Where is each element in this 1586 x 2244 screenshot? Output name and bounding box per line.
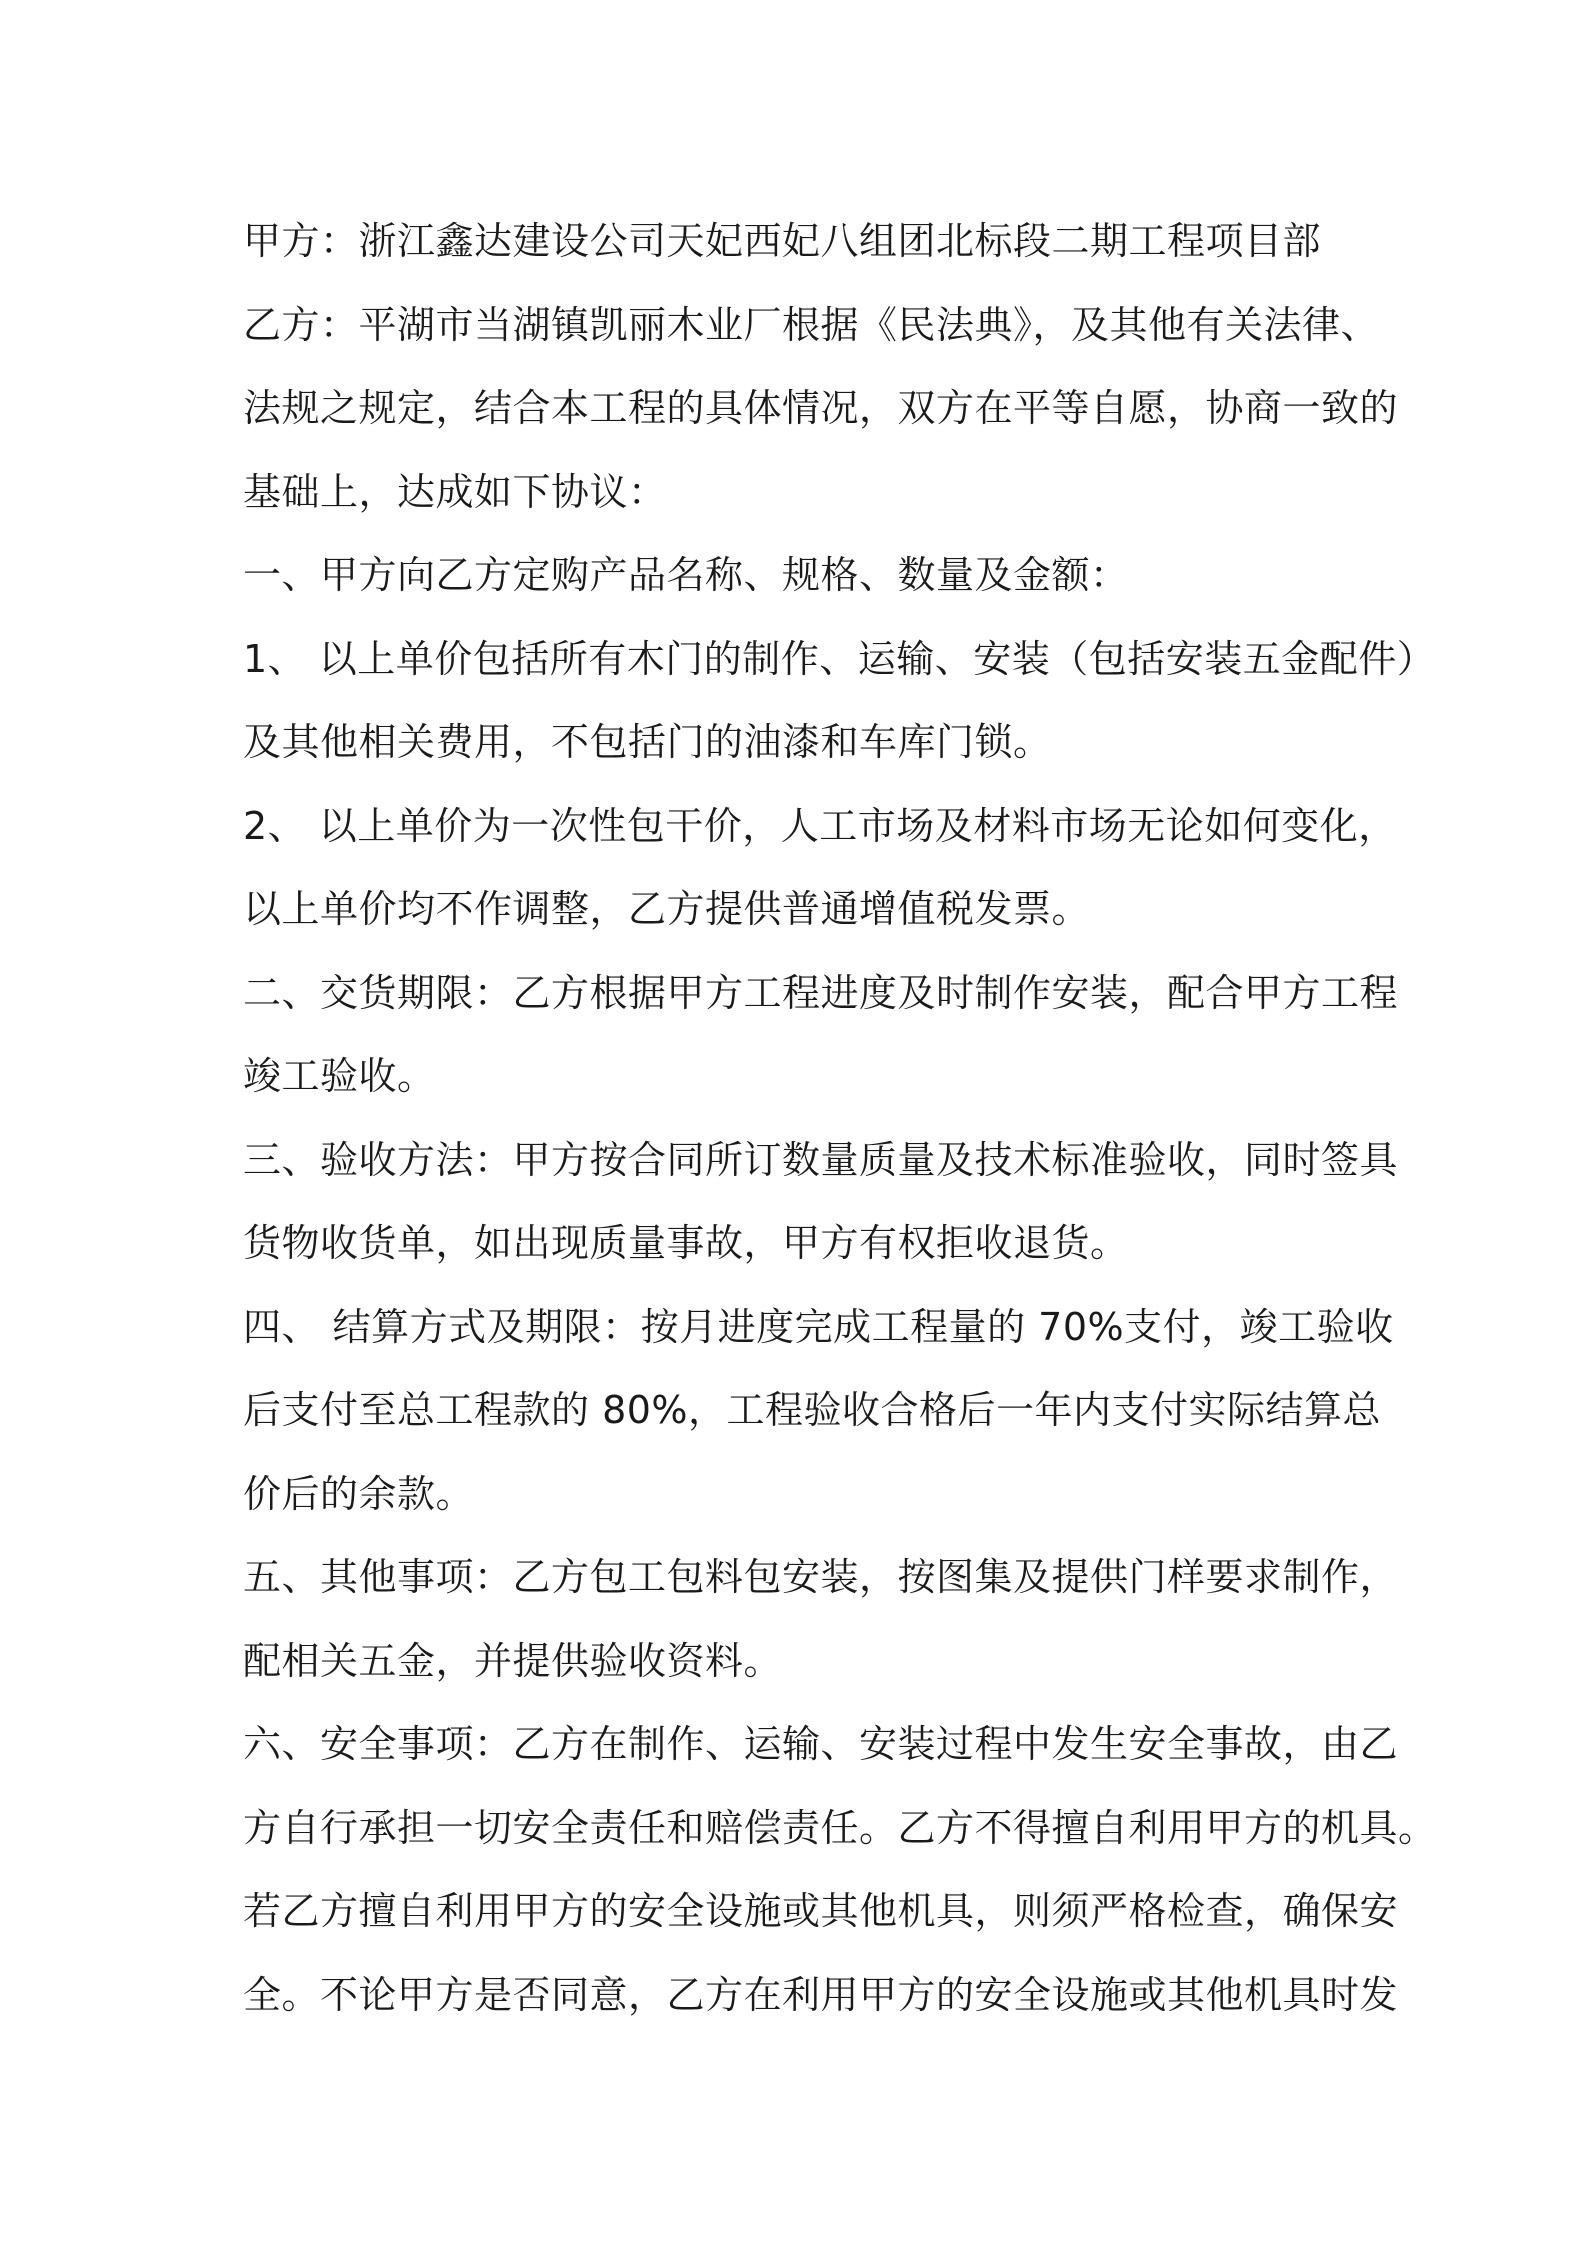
party-b-line: 乙方：平湖市当湖镇凯丽木业厂根据《民法典》，及其他有关法律、 [243,302,1380,347]
clause-4-settlement-cont: 价后的余款。 [243,1471,475,1516]
clause-2-delivery: 二、交货期限：乙方根据甲方工程进度及时制作安装，配合甲方工程 [243,970,1399,1015]
clause-4-settlement: 四、 结算方式及期限：按月进度完成工程量的 70%支付，竣工验收 [243,1304,1394,1349]
clause-1-heading: 一、甲方向乙方定购产品名称、规格、数量及金额： [243,553,1129,597]
clause-3-acceptance: 三、验收方法：甲方按合同所订数量质量及技术标准验收，同时签具 [243,1137,1399,1182]
clause-2-delivery-cont: 竣工验收。 [243,1054,436,1098]
clause-1-item-2: 2、 以上单价为一次性包干价，人工市场及材料市场无论如何变化， [243,803,1397,848]
clause-6-safety-cont: 全。不论甲方是否同意，乙方在利用甲方的安全设施或其他机具时发 [243,1972,1399,2017]
clause-1-item-1: 1、 以上单价包括所有木门的制作、运输、安装（包括安装五金配件） [243,636,1436,681]
document-body [243,200,1437,2037]
clause-5-other-cont: 配相关五金，并提供验收资料。 [243,1638,783,1683]
clause-6-safety-cont: 若乙方擅自利用甲方的安全设施或其他机具，则须严格检查，确保安 [243,1889,1399,1933]
clause-4-settlement-cont: 后支付至总工程款的 80%，工程验收合格后一年内支付实际结算总 [243,1388,1382,1432]
preamble-line: 法规之规定，结合本工程的具体情况，双方在平等自愿，协商一致的 [243,386,1399,430]
clause-3-acceptance-cont: 货物收货单，如出现质量事故，甲方有权拒收退货。 [243,1221,1129,1265]
clause-5-other: 五、其他事项：乙方包工包料包安装，按图集及提供门样要求制作， [243,1555,1399,1599]
clause-1-item-2-cont: 以上单价均不作调整，乙方提供普通增值税发票。 [243,887,1091,931]
clause-6-safety: 六、安全事项：乙方在制作、运输、安装过程中发生安全事故，由乙 [243,1722,1399,1766]
party-a-line: 甲方：浙江鑫达建设公司天妃西妃八组团北标段二期工程项目部 [243,219,1322,263]
clause-1-item-1-cont: 及其他相关费用，不包括门的油漆和车库门锁。 [243,720,1052,764]
clause-6-safety-cont: 方自行承担一切安全责任和赔偿责任。乙方不得擅自利用甲方的机具。 [243,1805,1437,1850]
preamble-line: 基础上，达成如下协议： [243,469,667,514]
